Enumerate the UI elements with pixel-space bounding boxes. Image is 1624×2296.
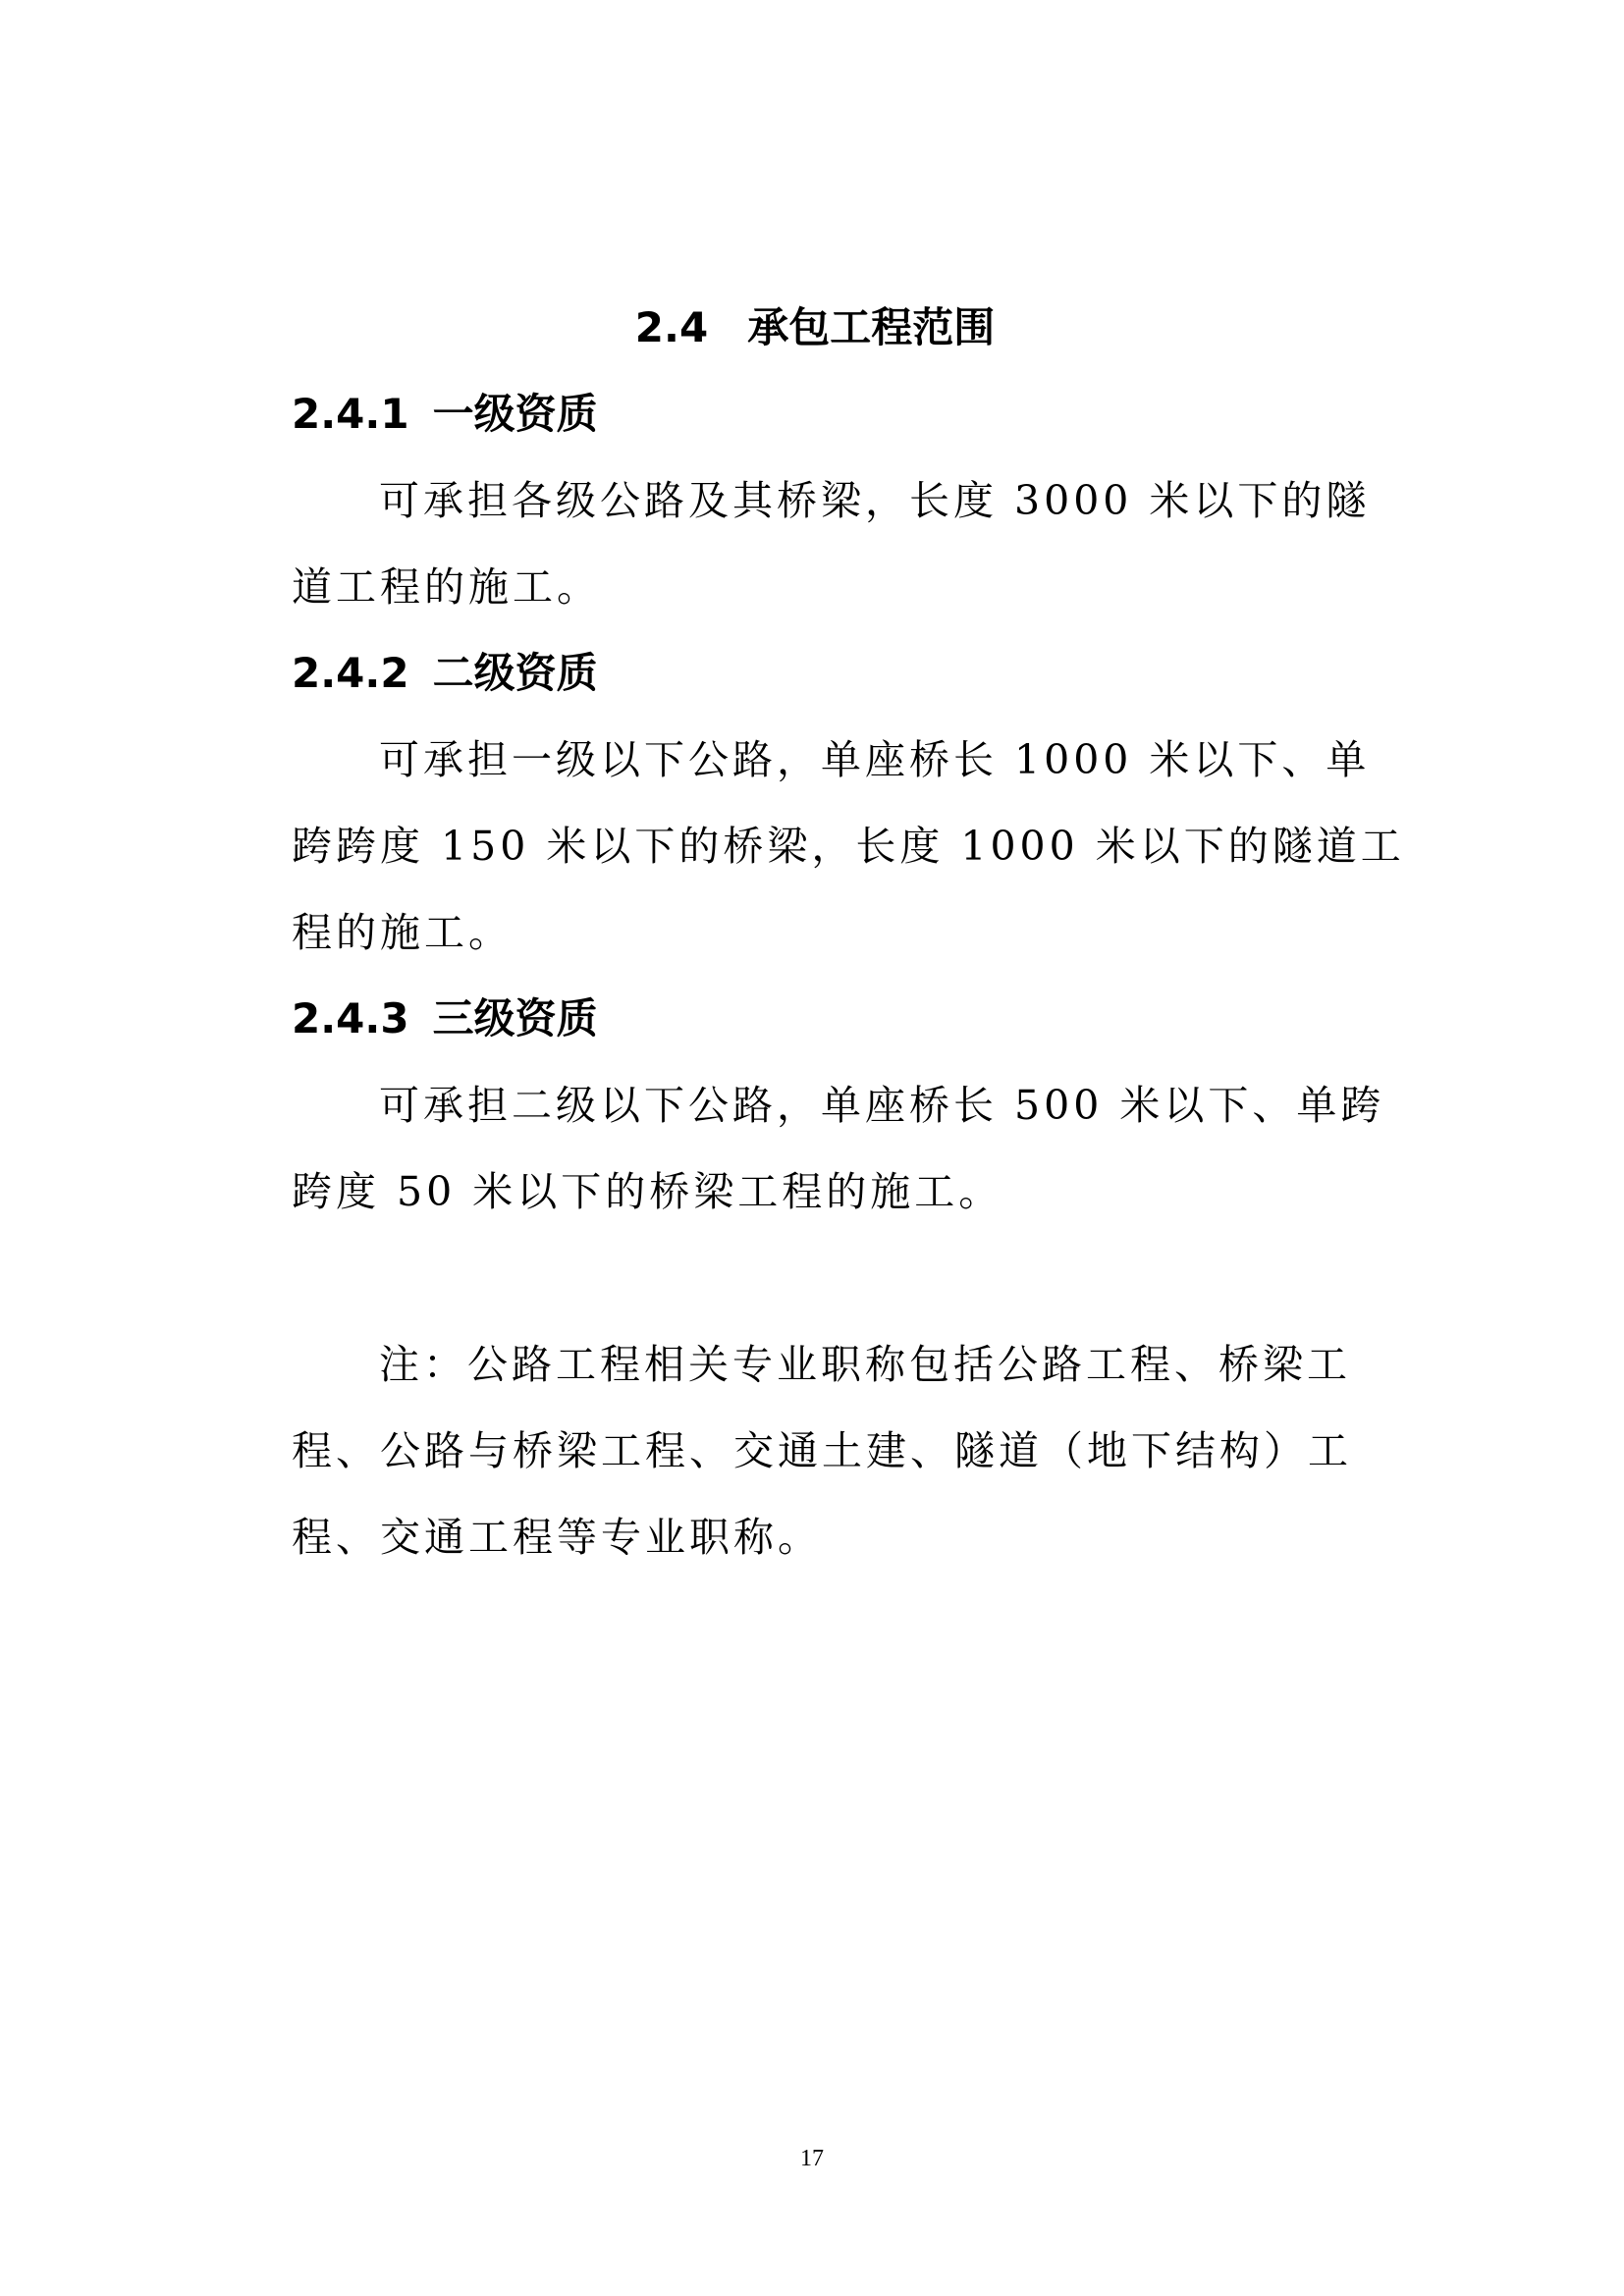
note-line-1: 注：公路工程相关专业职称包括公路工程、桥梁工 — [379, 1341, 1351, 1388]
grade-2-number: 2.4.2 — [292, 649, 409, 697]
section-title-text: 承包工程范围 — [747, 303, 996, 351]
grade-3-title: 三级资质 — [432, 994, 598, 1042]
note-paragraph — [292, 1321, 1352, 1580]
grade-1-number: 2.4.1 — [292, 390, 409, 438]
grade-2-title: 二级资质 — [432, 649, 598, 697]
page-number: 17 — [800, 2146, 824, 2171]
grade-3-paragraph — [292, 1062, 1385, 1235]
blank-line — [292, 1235, 1338, 1321]
grade-1-line-1: 可承担各级公路及其桥梁，长度 3000 米以下的隧 — [379, 477, 1371, 524]
grade-1-title: 一级资质 — [432, 390, 598, 438]
grade-1-heading — [292, 371, 1338, 457]
grade-3-line-1: 可承担二级以下公路，单座桥长 500 米以下、单跨 — [379, 1082, 1385, 1129]
grade-3-line-2: 跨度 50 米以下的桥梁工程的施工。 — [292, 1168, 1003, 1215]
note-line-3: 程、交通工程等专业职称。 — [292, 1514, 822, 1561]
grade-2-line-2: 跨跨度 150 米以下的桥梁，长度 1000 米以下的隧道工 — [292, 823, 1405, 870]
grade-2-heading — [292, 630, 1338, 717]
page-content — [292, 285, 1405, 1580]
grade-2-paragraph — [292, 717, 1405, 976]
grade-3-heading — [292, 976, 1338, 1062]
note-line-2: 程、公路与桥梁工程、交通土建、隧道（地下结构）工 — [292, 1427, 1352, 1474]
section-number: 2.4 — [634, 303, 709, 351]
section-title — [292, 285, 1338, 371]
grade-2-line-3: 程的施工。 — [292, 909, 513, 956]
grade-1-paragraph — [292, 457, 1371, 630]
grade-1-line-2: 道工程的施工。 — [292, 563, 601, 611]
grade-2-line-1: 可承担一级以下公路，单座桥长 1000 米以下、单 — [379, 736, 1371, 783]
grade-3-number: 2.4.3 — [292, 994, 409, 1042]
